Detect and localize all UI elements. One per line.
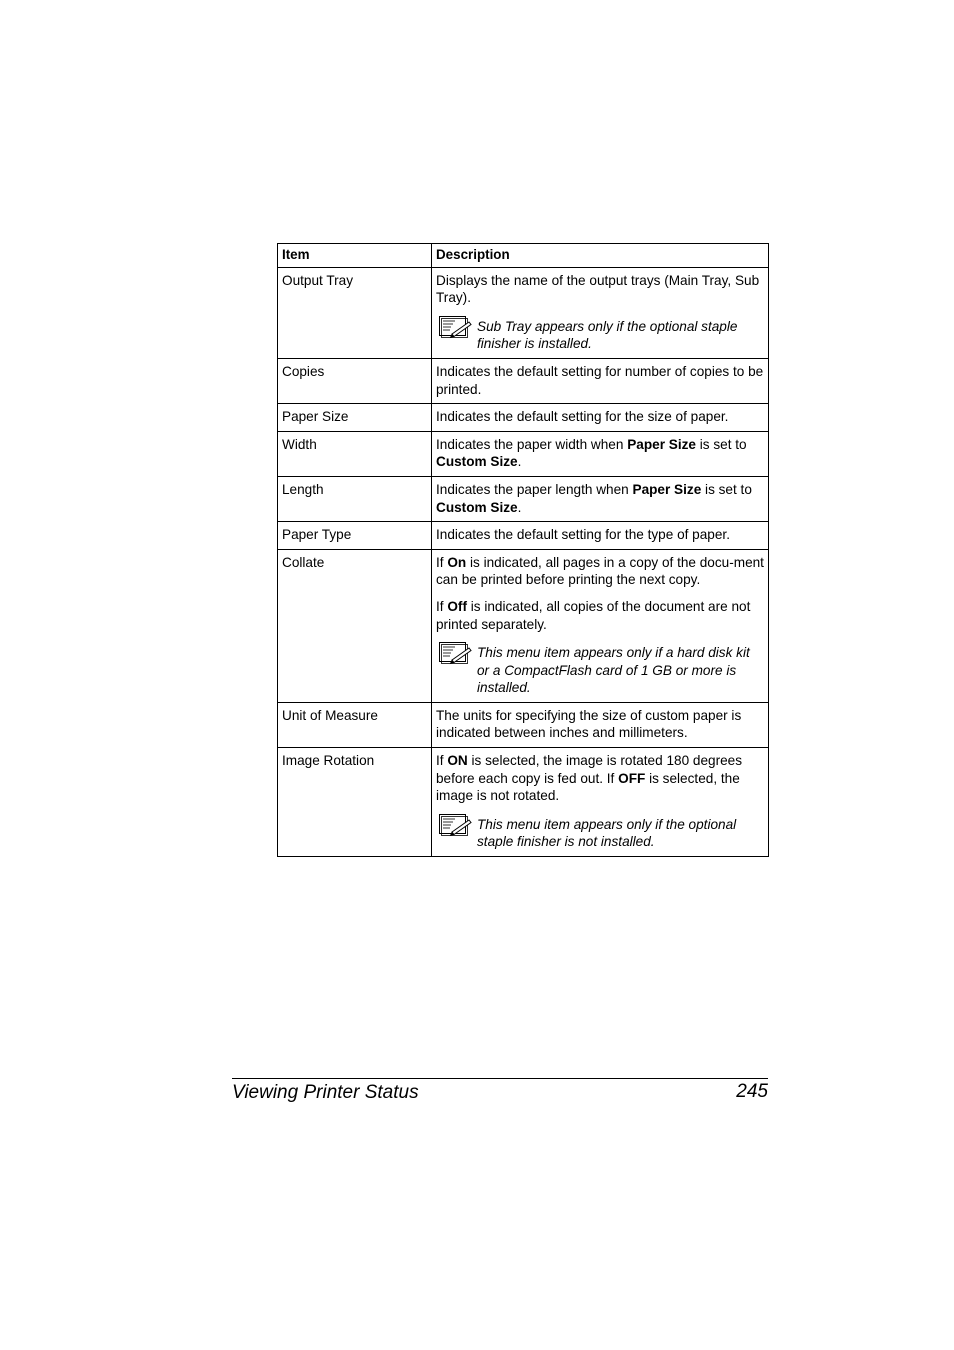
table-row [278, 702, 769, 747]
description-text: Indicates the paper width when [436, 436, 628, 452]
table-row [278, 476, 769, 521]
footer-section-title: Viewing Printer Status [232, 1082, 419, 1103]
settings-table [277, 243, 769, 857]
bold-term: Off [447, 598, 467, 614]
row-desc-collate [432, 549, 769, 702]
note-pencil-icon [438, 641, 472, 665]
description-paragraph [436, 598, 764, 633]
row-desc-output-tray [432, 267, 769, 358]
bold-term: Paper Size [627, 436, 696, 452]
description-text: is selected, the image is rotated 180 degrees before each copy is fed out. If [436, 753, 743, 786]
footer-rule [232, 1078, 768, 1079]
description-paragraph [436, 752, 764, 805]
row-desc-unit-of-measure: The units for specifying the size of custom paper is indicated between inches and millimeters. [432, 702, 769, 747]
row-item-length: Length [278, 476, 432, 521]
description-text: is indicated, all pages in a copy of the docu-ment can be printed before printing the next copy. [436, 554, 764, 588]
table-row [278, 267, 769, 358]
note-text: Sub Tray appears only if the optional staple finisher is installed. [477, 318, 738, 352]
row-item-image-rotation: Image Rotation [278, 748, 432, 857]
table-row [278, 748, 769, 857]
note-block [436, 816, 764, 851]
row-item-paper-size: Paper Size [278, 404, 432, 432]
description-text: is set to [701, 481, 752, 497]
row-desc-width [432, 431, 769, 476]
table-row [278, 358, 769, 403]
description-text: If [436, 598, 448, 614]
description-text: is selected, the image is not rotated. [436, 770, 740, 804]
note-text: This menu item appears only if the optional staple finisher is not installed. [477, 816, 737, 850]
table-row [278, 404, 769, 432]
note-block [436, 644, 764, 697]
bold-term: ON [447, 753, 468, 769]
bold-term: Paper Size [632, 481, 702, 497]
note-pencil-icon [438, 813, 472, 837]
note-text: This menu item appears only if a hard disk kit or a CompactFlash card of 1 GB or more is installed. [477, 645, 750, 696]
bold-term: Custom Size [436, 499, 518, 515]
note-block [436, 318, 764, 353]
row-desc-paper-type: Indicates the default setting for the type of paper. [432, 522, 769, 550]
description-text: . [517, 454, 522, 470]
description-text: . [517, 499, 522, 515]
bold-term: On [447, 554, 467, 570]
row-desc-copies: Indicates the default setting for number of copies to be printed. [432, 358, 769, 403]
table-row [278, 522, 769, 550]
description-text: Displays the name of the output trays (Main Tray, Sub Tray). [436, 272, 760, 306]
table-row [278, 431, 769, 476]
description-text: Indicates the paper length when [436, 481, 633, 497]
row-item-paper-type: Paper Type [278, 522, 432, 550]
bold-term: Custom Size [436, 454, 518, 470]
note-pencil-icon [438, 315, 472, 339]
row-item-output-tray: Output Tray [278, 267, 432, 358]
bold-term: OFF [618, 770, 646, 786]
description-text: If [436, 554, 448, 570]
page-number: 245 [736, 1081, 768, 1102]
description-text: If [436, 753, 448, 769]
description-text: is indicated, all copies of the document are not printed separately. [436, 598, 751, 632]
table-row [278, 549, 769, 702]
row-item-width: Width [278, 431, 432, 476]
row-desc-length [432, 476, 769, 521]
header-description: Description [432, 244, 769, 268]
header-item: Item [278, 244, 432, 268]
description-paragraph [436, 554, 764, 589]
table-header-row [278, 244, 769, 268]
row-desc-paper-size: Indicates the default setting for the size of paper. [432, 404, 769, 432]
row-desc-image-rotation [432, 748, 769, 857]
row-item-unit-of-measure: Unit of Measure [278, 702, 432, 747]
row-item-collate: Collate [278, 549, 432, 702]
row-item-copies: Copies [278, 358, 432, 403]
description-text: is set to [695, 436, 747, 452]
